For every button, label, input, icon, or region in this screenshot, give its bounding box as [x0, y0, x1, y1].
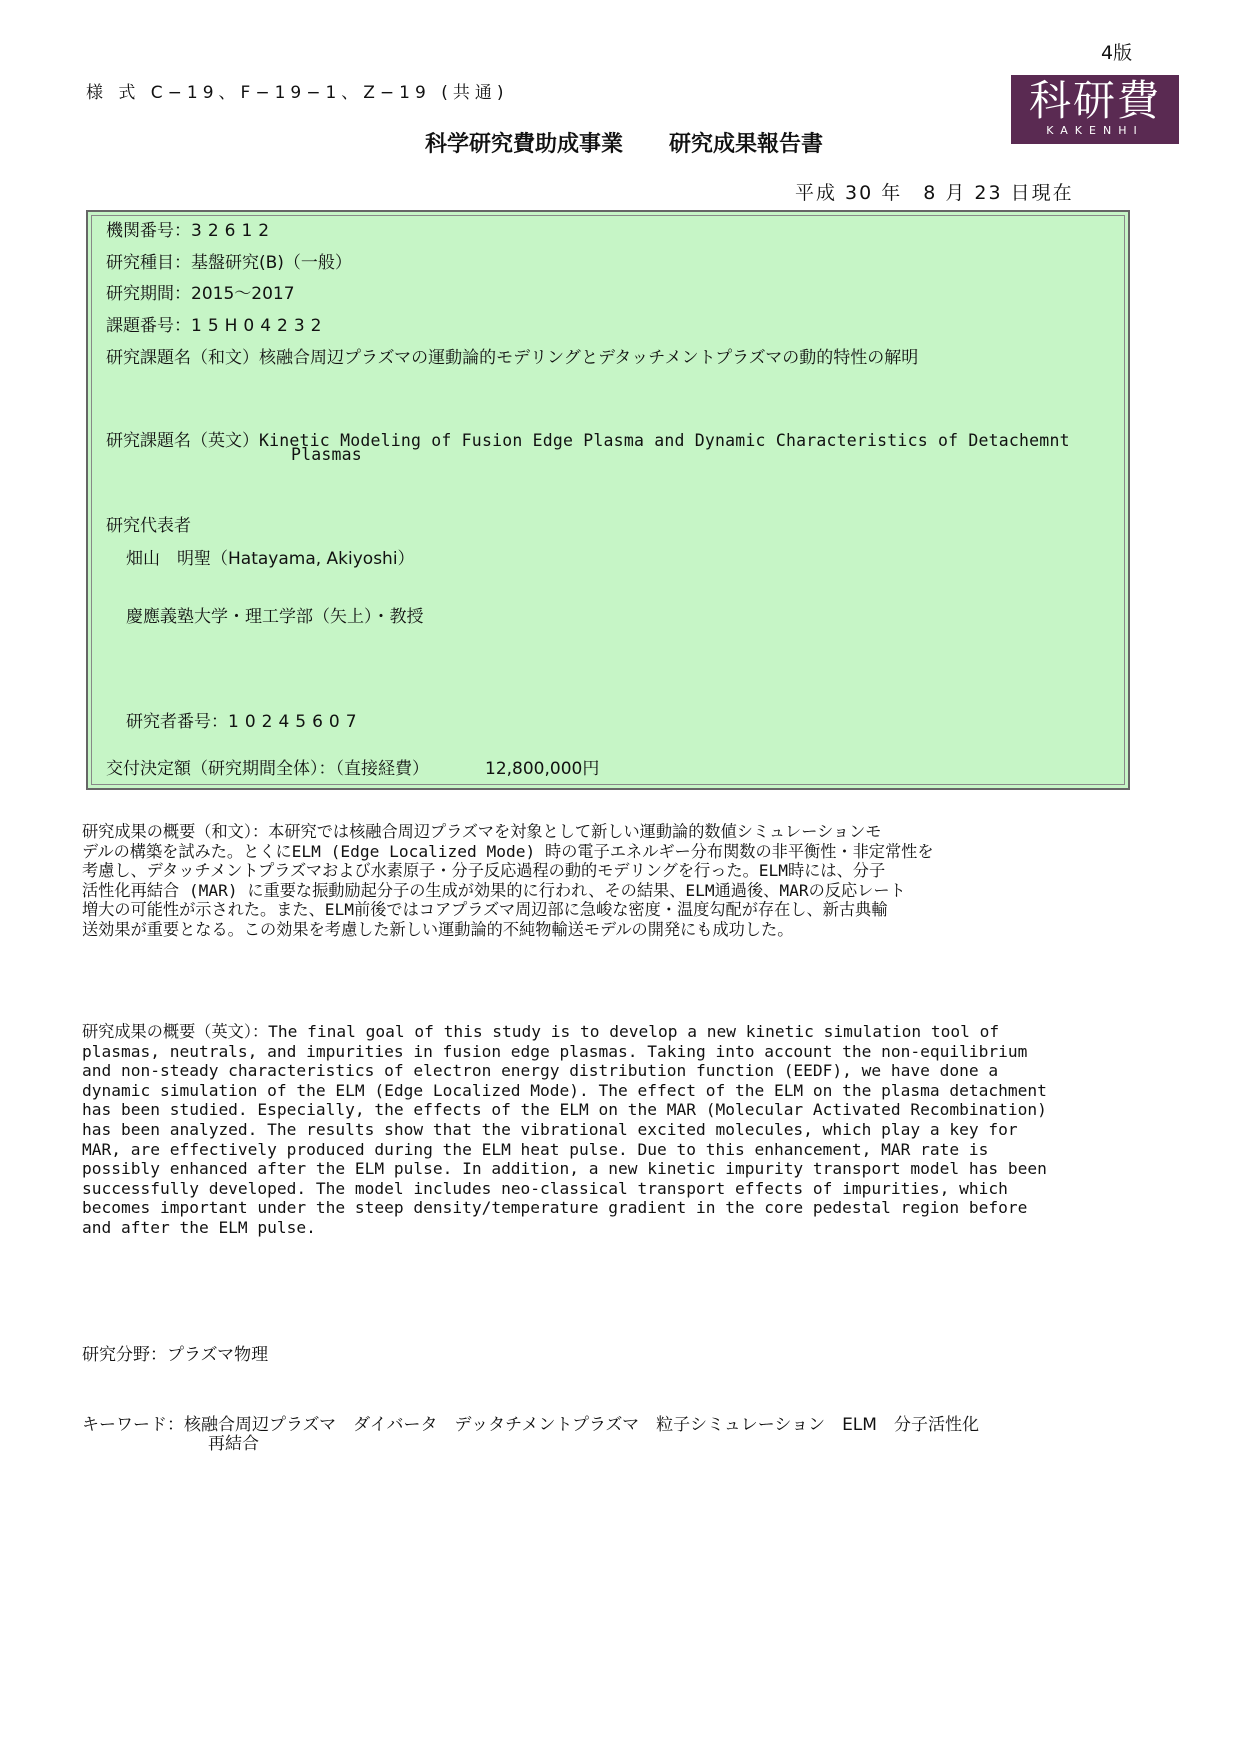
summary-ja	[82, 822, 1162, 940]
title-en-line2: Plasmas	[291, 445, 362, 464]
summary-ja-line: 活性化再結合 (MAR) に重要な振動励起分子の生成が効果的に行われ、その結果、ELM通過後、MARの反応レート	[82, 880, 906, 900]
summary-en-line: successfully developed. The model includes neo-classical transport effects of impurities, which	[82, 1178, 1008, 1198]
keywords-line2: 再結合	[208, 1434, 259, 1454]
summary-en-line: MAR, are effectively produced during the ELM heat pulse. Due to this enhancement, MAR rate is	[82, 1139, 989, 1159]
project-no-row	[106, 311, 328, 336]
category-value: 基盤研究(B)（一般）	[191, 253, 352, 273]
title-ja-value: 核融合周辺プラズマの運動論的モデリングとデタッチメントプラズマの動的特性の解明	[259, 348, 919, 368]
summary-en-line: has been analyzed. The results show that the vibrational excited molecules, which play a key for	[82, 1119, 1018, 1139]
keywords-line1: 核融合周辺プラズマ ダイバータ デッタチメントプラズマ 粒子シミュレーション ELM 分子活性化	[184, 1415, 979, 1435]
page-title	[425, 127, 823, 158]
representative-name: 畑山 明聖（Hatayama, Akiyoshi）	[126, 549, 415, 569]
title-en-label: 研究課題名（英文）	[106, 431, 259, 451]
period-row	[106, 279, 295, 304]
summary-ja-line: 考慮し、デタッチメントプラズマおよび水素原子・分子反応過程の動的モデリングを行った。ELM時には、分子	[82, 861, 886, 881]
summary-en-line: and after the ELM pulse.	[82, 1217, 316, 1237]
summary-en-line: dynamic simulation of the ELM (Edge Localized Mode). The effect of the ELM on the plasma detachment	[82, 1080, 1047, 1100]
research-field-label: 研究分野：	[82, 1345, 167, 1365]
institution-value: 32612	[191, 221, 276, 241]
period-value: 2015～2017	[191, 284, 295, 304]
summary-en-line: possibly enhanced after the ELM pulse. In addition, a new kinetic impurity transport model has been	[82, 1159, 1047, 1179]
representative-label: 研究代表者	[106, 516, 191, 536]
category-row	[106, 248, 352, 273]
summary-en	[82, 1022, 1162, 1238]
researcher-no-label: 研究者番号：	[126, 712, 228, 732]
report-date: 平成 30 年 8 月 23 日現在	[795, 182, 1074, 204]
summary-en-label: 研究成果の概要（英文）：	[82, 1022, 269, 1041]
summary-ja-label: 研究成果の概要（和文）：	[82, 822, 269, 841]
title-left: 科学研究費助成事業	[425, 132, 624, 157]
institution-row	[106, 216, 275, 241]
grant-row	[106, 754, 599, 779]
title-right: 研究成果報告書	[669, 132, 824, 157]
summary-ja-line: デルの構築を試みた。とくにELM (Edge Localized Mode) 時の電子エネルギー分布関数の非平衡性・非定常性を	[82, 841, 934, 861]
summary-ja-line: 増大の可能性が示された。また、ELM前後ではコアプラズマ周辺部に急峻な密度・温度勾配が存在し、新古典輸	[82, 900, 888, 920]
title-en-row	[106, 426, 1070, 451]
category-label: 研究種目：	[106, 253, 191, 273]
grant-label: 交付決定額（研究期間全体）：（直接経費）	[106, 759, 429, 779]
researcher-no-value: 10245607	[228, 712, 363, 732]
logo-romaji: KAKENHI	[1046, 124, 1144, 137]
kakenhi-logo	[1011, 75, 1179, 144]
edition-label: 4版	[1101, 42, 1133, 64]
summary-en-line: The final goal of this study is to develop a new kinetic simulation tool of	[268, 1022, 1000, 1041]
researcher-no-row	[126, 707, 363, 732]
logo-kanji: 科研費	[1028, 76, 1161, 125]
title-ja-label: 研究課題名（和文）	[106, 348, 259, 368]
period-label: 研究期間：	[106, 284, 191, 304]
project-no-label: 課題番号：	[106, 316, 191, 336]
research-field-row	[82, 1340, 268, 1365]
title-ja-row	[106, 343, 918, 368]
title-en-line1: Kinetic Modeling of Fusion Edge Plasma and Dynamic Characteristics of Detachemnt	[259, 431, 1070, 450]
summary-en-line: has been studied. Especially, the effects of the ELM on the MAR (Molecular Activated Recombination)	[82, 1100, 1047, 1120]
project-no-value: 15H04232	[191, 316, 328, 336]
research-field-value: プラズマ物理	[167, 1345, 269, 1365]
summary-ja-line: 本研究では核融合周辺プラズマを対象として新しい運動論的数値シミュレーションモ	[268, 822, 882, 841]
summary-en-line: and non-steady characteristics of electron energy distribution function (EEDF), we have done a	[82, 1061, 999, 1081]
summary-en-line: plasmas, neutrals, and impurities in fusion edge plasmas. Taking into account the non-equilibrium	[82, 1041, 1028, 1061]
project-info-box	[86, 210, 1130, 790]
keywords-label: キーワード：	[82, 1415, 184, 1435]
summary-ja-line: 送効果が重要となる。この効果を考慮した新しい運動論的不純物輸送モデルの開発にも成功した。	[82, 919, 794, 939]
summary-en-line: becomes important under the steep density/temperature gradient in the core pedestal region before	[82, 1198, 1028, 1218]
institution-label: 機関番号：	[106, 221, 191, 241]
grant-value: 12,800,000円	[485, 759, 600, 779]
representative-affiliation: 慶應義塾大学・理工学部（矢上）・教授	[126, 607, 424, 627]
form-code: 様 式 C−19、F−19−1、Z−19 (共通)	[86, 83, 509, 103]
